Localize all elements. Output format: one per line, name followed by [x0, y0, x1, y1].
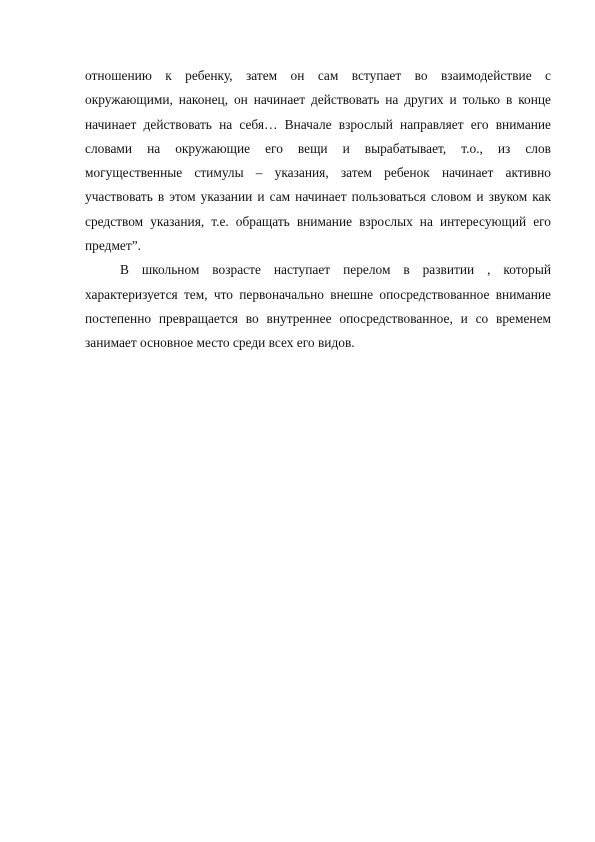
text-line: средством указания, т.е. обращать внимание взрослых на интересующий его — [85, 213, 551, 229]
text-line: предмет”. — [85, 238, 142, 254]
text-line: постепенно превращается во внутреннее опосредствованное, и со временем — [85, 310, 551, 326]
body-text — [85, 64, 551, 356]
text-line: характеризуется тем, что первоначально внешне опосредствованное внимание — [85, 286, 551, 302]
text-line: участвовать в этом указании и сам начинает пользоваться словом и звуком как — [85, 189, 551, 205]
text-line: начинает действовать на себя… Вначале взрослый направляет его внимание — [85, 116, 551, 132]
text-line: словами на окружающие его вещи и вырабатывает, т.о., из слов — [85, 140, 551, 156]
text-line: В школьном возрасте наступает перелом в развитии , который — [120, 262, 551, 278]
text-line: могущественные стимулы – указания, затем ребенок начинает активно — [85, 165, 551, 181]
text-line: окружающими, наконец, он начинает действовать на других и только в конце — [85, 92, 551, 108]
paragraph-1 — [85, 64, 551, 258]
paragraph-2 — [85, 258, 551, 355]
text-line: отношению к ребенку, затем он сам вступает во взаимодействие с — [85, 68, 551, 83]
text-line: занимает основное место среди всех его видов. — [85, 335, 355, 351]
